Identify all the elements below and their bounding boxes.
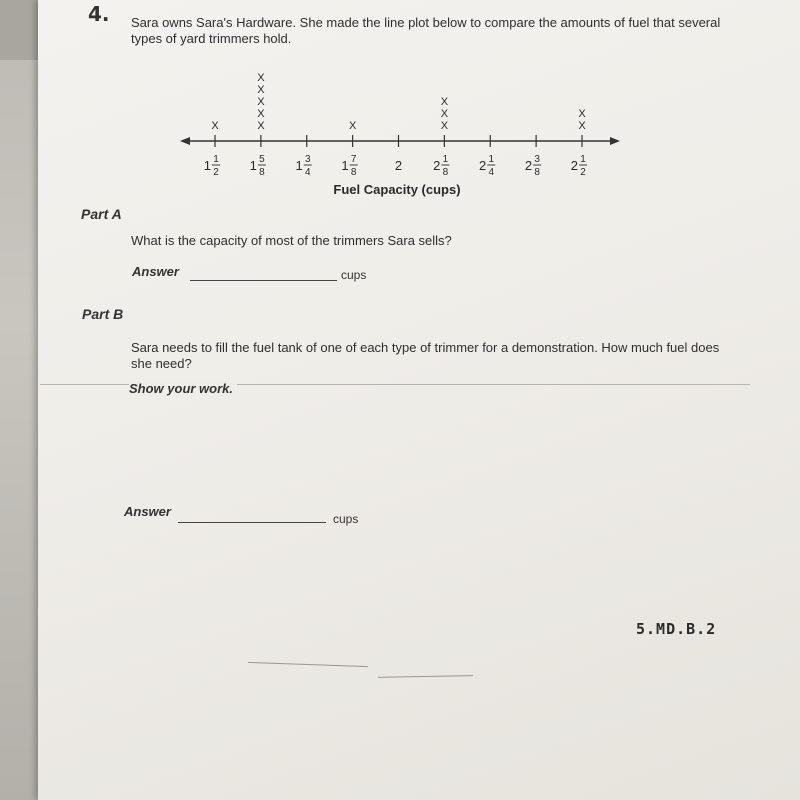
x-axis-label: Fuel Capacity (cups) bbox=[333, 182, 461, 197]
tick-label-whole: 2 bbox=[433, 158, 441, 173]
part-a-answer-field[interactable] bbox=[190, 280, 337, 281]
tick-label-whole: 1 bbox=[341, 158, 349, 173]
x-marker: X bbox=[257, 96, 265, 108]
part-b-question: Sara needs to fill the fuel tank of one of each type of trimmer for a demonstration. How much fuel does she need? bbox=[131, 340, 720, 371]
x-marker: X bbox=[257, 72, 265, 84]
part-a-unit: cups bbox=[341, 268, 367, 282]
tick-label-denominator: 4 bbox=[488, 167, 495, 178]
x-marker: X bbox=[578, 120, 586, 132]
x-marker: X bbox=[440, 120, 449, 132]
x-marker: X bbox=[257, 108, 265, 120]
tick-label-whole: 2 bbox=[570, 158, 578, 173]
x-marker: X bbox=[257, 120, 265, 132]
part-b-title: Part B bbox=[82, 306, 124, 322]
left-arrow-icon bbox=[180, 137, 190, 145]
tick-label-whole: 1 bbox=[295, 158, 303, 173]
show-work-label: Show your work. bbox=[129, 381, 237, 396]
x-marker: X bbox=[348, 120, 357, 132]
tick-label-whole: 1 bbox=[203, 158, 211, 173]
tick-label-numerator: 5 bbox=[259, 154, 265, 165]
x-marker: X bbox=[578, 108, 586, 120]
marker-group bbox=[211, 72, 586, 132]
tick-label-denominator: 8 bbox=[259, 167, 265, 178]
part-a-question: What is the capacity of most of the trimmers Sara sells? bbox=[131, 233, 452, 248]
tick-label-denominator: 2 bbox=[213, 167, 219, 178]
tick-label-denominator: 4 bbox=[304, 167, 311, 178]
tick-label-numerator: 1 bbox=[580, 154, 586, 165]
tick-label-numerator: 7 bbox=[350, 154, 357, 165]
tick-label-whole: 2 bbox=[394, 158, 403, 173]
part-a-title: Part A bbox=[81, 206, 122, 222]
part-b-answer-label: Answer bbox=[124, 504, 171, 519]
tick-label-denominator: 8 bbox=[534, 167, 540, 178]
line-plot bbox=[0, 0, 800, 210]
tick-label-whole: 1 bbox=[249, 158, 257, 173]
tick-label-numerator: 3 bbox=[304, 154, 311, 165]
part-b-unit: cups bbox=[333, 512, 359, 526]
tick-label-denominator: 8 bbox=[442, 167, 449, 178]
tick-label-denominator: 2 bbox=[580, 167, 586, 178]
x-marker: X bbox=[257, 84, 265, 96]
part-a-answer-label: Answer bbox=[132, 264, 179, 279]
x-marker: X bbox=[440, 96, 449, 108]
x-marker: X bbox=[440, 108, 449, 120]
problem-prompt: Sara owns Sara's Hardware. She made the line plot below to compare the amounts of fuel that several types of yard trimmers hold. bbox=[131, 15, 721, 46]
tick-label-numerator: 1 bbox=[488, 154, 495, 165]
tick-label-whole: 2 bbox=[479, 158, 487, 173]
right-arrow-icon bbox=[610, 137, 620, 145]
x-marker: X bbox=[211, 120, 219, 132]
standard-code: 5.MD.B.2 bbox=[636, 620, 717, 638]
tick-label-numerator: 1 bbox=[442, 154, 449, 165]
tick-label-numerator: 3 bbox=[534, 154, 540, 165]
tick-label-numerator: 1 bbox=[213, 154, 219, 165]
part-b-answer-field[interactable] bbox=[178, 522, 326, 523]
problem-number: 4. bbox=[88, 2, 110, 26]
tick-label-whole: 2 bbox=[524, 158, 533, 173]
tick-label-denominator: 8 bbox=[350, 167, 357, 178]
